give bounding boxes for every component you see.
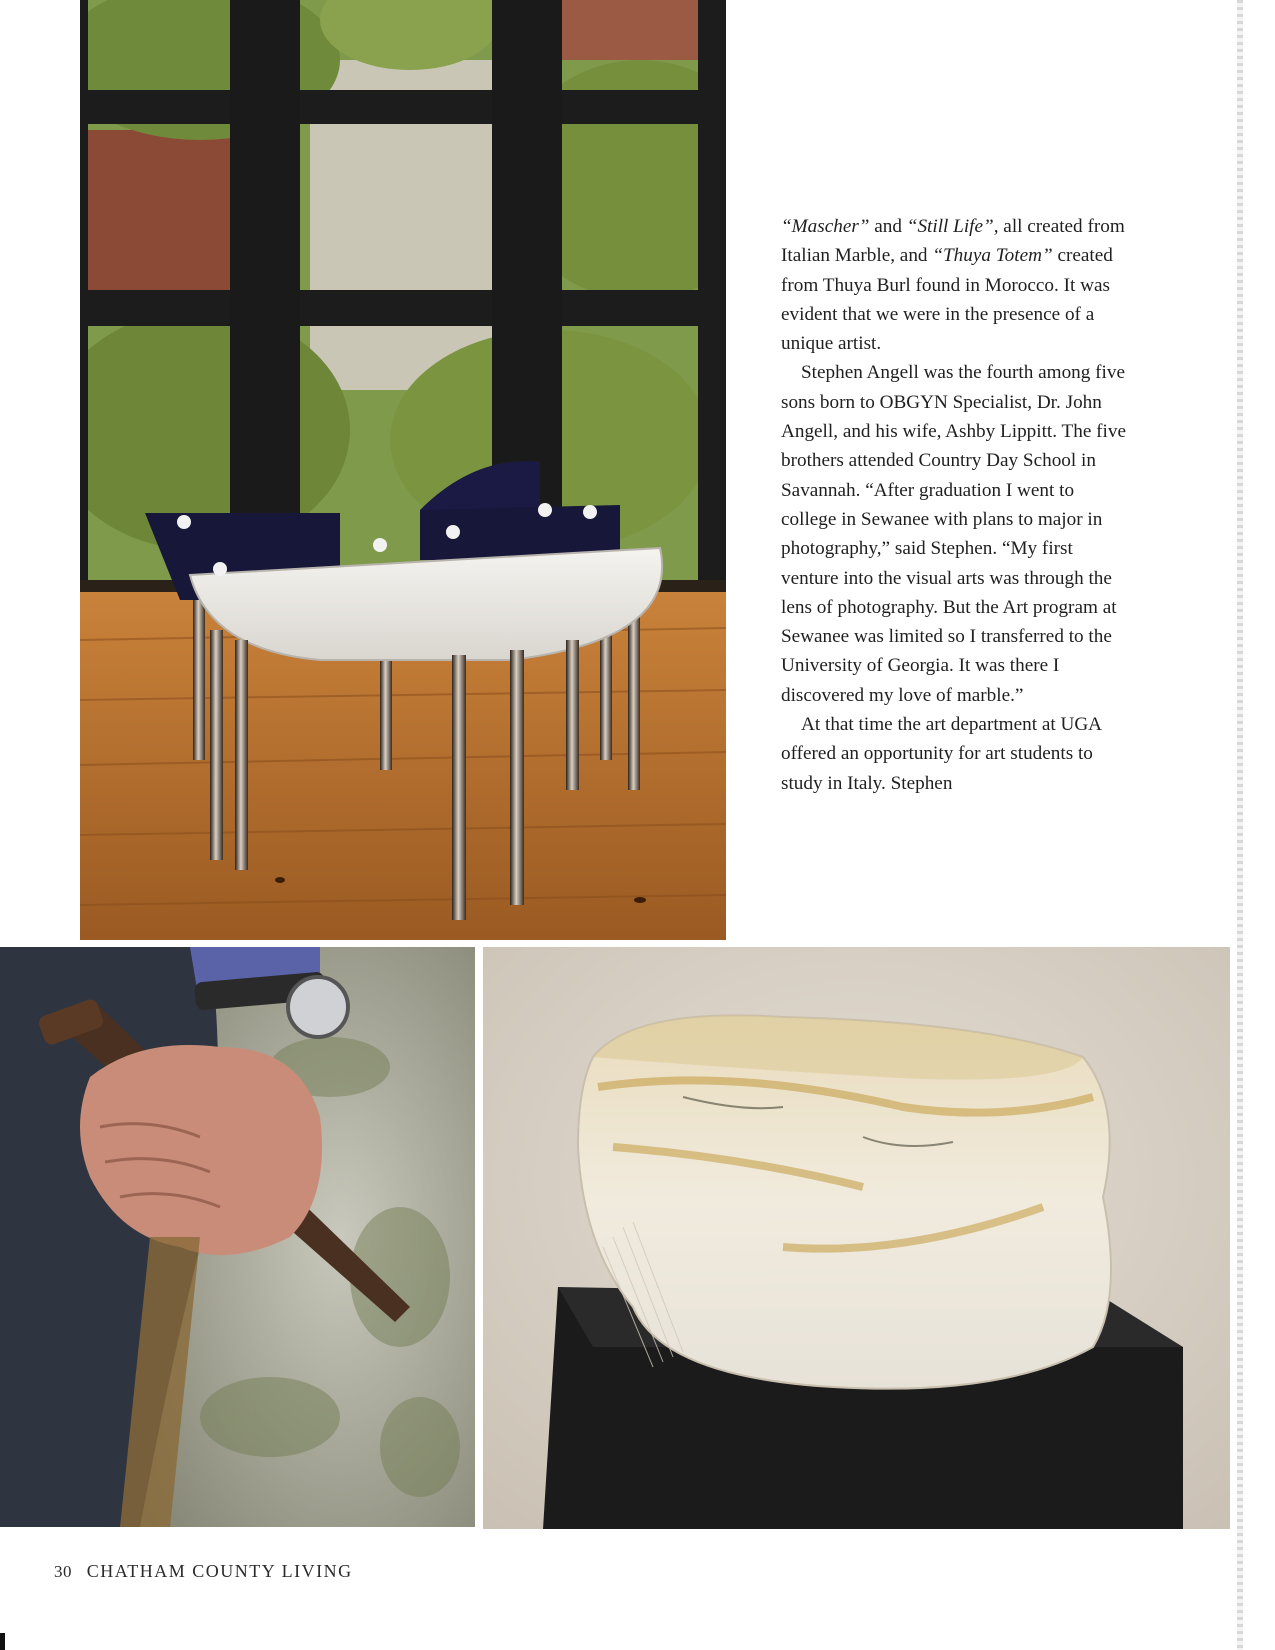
page-footer xyxy=(54,1561,353,1582)
scan-edge xyxy=(1237,0,1275,1650)
title-still-life: “Still Life” xyxy=(906,216,994,237)
text-fragment: , all created from Italian Marble, and xyxy=(781,216,1125,267)
paragraph-1 xyxy=(781,212,1126,358)
paragraph-2: Stephen Angell was the fourth among five sons born to OBGYN Specialist, Dr. John Angell, and his wife, Ashby Lippitt. The five brothers attended Country Day School in Savannah. “After graduation I went to college in Sewanee with plans to major in photography,” said Stephen. “My first venture into the visual arts was through the lens of photography. But the Art program at Sewanee was limited so I transferred to the University of Georgia. It was there I discovered my love of marble.” xyxy=(781,362,1126,706)
page-number: 30 xyxy=(54,1562,72,1581)
article-column xyxy=(781,212,1126,798)
crop-mark xyxy=(0,1633,5,1650)
text-fragment: and xyxy=(869,216,907,237)
photo-hand-chisel xyxy=(0,947,475,1527)
torn-edge xyxy=(1237,0,1243,1650)
publication-name: CHATHAM COUNTY LIVING xyxy=(86,1561,353,1581)
paragraph-3: At that time the art department at UGA offered an opportunity for art students to study in Italy. Stephen xyxy=(781,714,1101,794)
photo-marble-table xyxy=(80,0,726,940)
title-thuya-totem: “Thuya Totem” xyxy=(932,245,1053,267)
photo-marble-sculpture xyxy=(483,947,1230,1529)
text-fragment: created from Thuya Burl found in Morocco. It was evident that we were in the presence of a unique artist. xyxy=(781,245,1113,355)
title-mascher: “Mascher” xyxy=(781,216,870,237)
